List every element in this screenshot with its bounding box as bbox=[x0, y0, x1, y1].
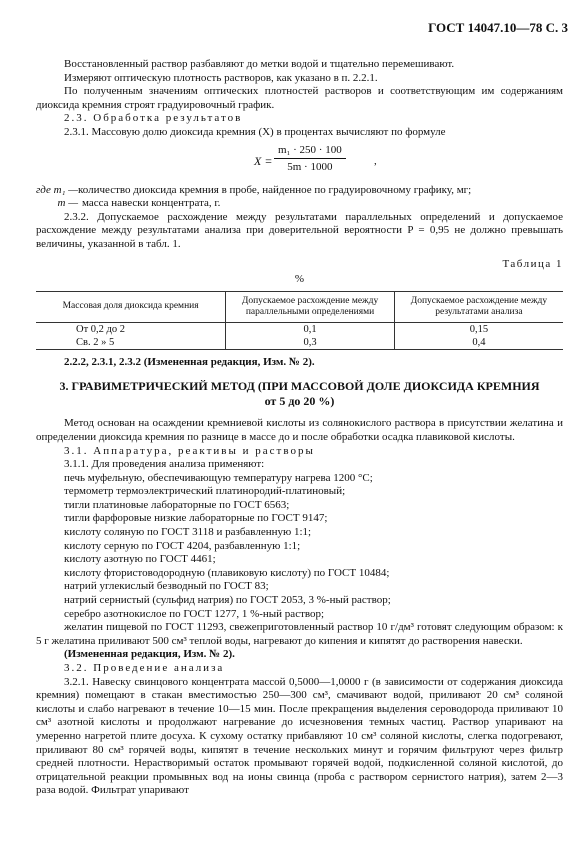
section-3-subtitle: от 5 до 20 %) bbox=[264, 394, 335, 409]
list-item: термометр термоэлектрический платинородий-платиновый; bbox=[64, 485, 346, 498]
formula-denominator: 5m · 1000 bbox=[287, 161, 333, 174]
clause-3-2-1: 3.2.1. Навеску свинцового концентрата массой 0,5000—1,0000 г (в зависимости от содержания диоксида кремния) помещают в стакан вместимостью 250—300 см³, смачивают водой, приливают 20 см³ соляной кислоты и слабо нагревают в течение 10—15 мин. После прекращения выделения сероводорода приливают 10 см³ азотной кислоты и продолжают нагревание до исчезновения темных частиц. Раствор упаривают на умеренно нагретой плите досуха. К сухому остатку прибавляют 10 см³ соляной кислоты, слегка подогревают, приливают 80 см³ горячей воды, кипятят в течение нескольких минут и горячим фильтруют через фильтр средней плотности. Нерастворимый остаток промывают горячей водой, подкисленной соляной кислотой, до отрицательной реакции промывных вод на ионы свинца (проба с раствором сернистого натрия), затем 2—3 раза водой. Фильтрат упаривают bbox=[36, 675, 563, 797]
list-item: печь муфельную, обеспечивающую температуру нагрева 1200 °С; bbox=[64, 471, 373, 484]
table-1 bbox=[36, 291, 563, 350]
table-cell: 0,15 bbox=[394, 322, 563, 336]
list-item: натрий сернистый (сульфид натрия) по ГОСТ 2053, 3 %-ный раствор; bbox=[64, 594, 391, 607]
table-row bbox=[36, 322, 563, 336]
paragraph: Измеряют оптическую плотность растворов, как указано в п. 2.2.1. bbox=[64, 71, 378, 84]
section-3-heading bbox=[36, 379, 563, 409]
section-3-title: 3. ГРАВИМЕТРИЧЕСКИЙ МЕТОД (ПРИ МАССОВОЙ ДОЛЕ ДИОКСИДА КРЕМНИЯ bbox=[59, 379, 540, 394]
method-paragraph: Метод основан на осаждении кремниевой кислоты из солянокислого раствора в присутствии желатина и определении диоксида кремния по разнице в массе до и после обработки осадка плавиковой кислоты. bbox=[36, 417, 563, 443]
table-header-cell: Допускаемое расхождение между результатами анализа bbox=[394, 291, 563, 322]
table-cell: 0,3 bbox=[226, 336, 395, 350]
formula-lhs: X = bbox=[254, 153, 273, 168]
table-cell: 0,4 bbox=[394, 336, 563, 350]
clause-3-1-1: 3.1.1. Для проведения анализа применяют: bbox=[64, 458, 265, 471]
definition-symbol: m — bbox=[57, 197, 78, 210]
table-cell: Св. 2 » 5 bbox=[36, 336, 226, 350]
section-heading-3-1: 3.1. Аппаратура, реактивы и растворы bbox=[64, 444, 315, 457]
list-item: тигли платиновые лабораторные по ГОСТ 6563; bbox=[64, 498, 290, 511]
definition-row bbox=[36, 184, 563, 198]
clause-2-3-2: 2.3.2. Допускаемое расхождение между результатами параллельных определений и допускаемое расхождение между результатами анализа при доверительной вероятности P = 0,95 не должно превышать величины, указанной в табл. 1. bbox=[36, 210, 563, 250]
clause-2-3-1: 2.3.1. Массовую долю диоксида кремния (X) в процентах вычисляют по формуле bbox=[64, 125, 446, 138]
definition-symbol: где m₁ — bbox=[36, 183, 78, 196]
paragraph: Восстановленный раствор разбавляют до метки водой и тщательно перемешивают. bbox=[64, 58, 455, 70]
definition-text: масса навески концентрата, г. bbox=[82, 197, 221, 210]
edit-note: (Измененная редакция, Изм. № 2). bbox=[64, 648, 235, 661]
list-item: натрий углекислый безводный по ГОСТ 83; bbox=[64, 580, 269, 593]
list-item: кислоту азотную по ГОСТ 4461; bbox=[64, 553, 216, 566]
list-item: серебро азотнокислое по ГОСТ 1277, 1 %-ный раствор; bbox=[64, 607, 325, 620]
table-cell: 0,1 bbox=[226, 322, 395, 336]
table-row bbox=[36, 336, 563, 350]
list-item: кислоту фтористоводородную (плавиковую кислоту) по ГОСТ 10484; bbox=[64, 566, 390, 579]
definition-row bbox=[36, 197, 563, 211]
section-heading-2-3: 2.3. Обработка результатов bbox=[64, 112, 243, 125]
list-item: кислоту соляную по ГОСТ 3118 и разбавленную 1:1; bbox=[64, 526, 312, 539]
formula-fraction bbox=[274, 144, 346, 175]
page-header: ГОСТ 14047.10—78 С. 3 bbox=[428, 20, 568, 35]
table-unit: % bbox=[294, 273, 305, 286]
paragraph: По полученным значениям оптических плотностей растворов и соответствующим им содержаниям диоксида кремния строят градуировочный график. bbox=[36, 85, 563, 111]
list-item: кислоту серную по ГОСТ 4204, разбавленную 1:1; bbox=[64, 539, 301, 552]
edit-note: 2.2.2, 2.3.1, 2.3.2 (Измененная редакция, Изм. № 2). bbox=[64, 355, 315, 368]
table-header-cell: Допускаемое расхождение между параллельными определениями bbox=[226, 291, 395, 322]
table-header-row bbox=[36, 291, 563, 322]
gelatin-paragraph: желатин пищевой по ГОСТ 11293, свежеприготовленный раствор 10 г/дм³ готовят следующим образом: к 5 г желатина приливают 500 см³ теплой воды, нагревают до кипения и кипятят до растворения навески. bbox=[36, 621, 563, 647]
table-caption: Таблица 1 bbox=[502, 257, 563, 270]
section-heading-3-2: 3.2. Проведение анализа bbox=[64, 662, 225, 674]
table-header-cell: Массовая доля диоксида кремния bbox=[36, 291, 226, 322]
formula-comma: , bbox=[374, 154, 377, 167]
page-content bbox=[36, 58, 563, 798]
list-item: тигли фарфоровые низкие лабораторные по ГОСТ 9147; bbox=[64, 512, 328, 525]
definitions bbox=[36, 184, 563, 211]
formula bbox=[36, 144, 563, 180]
formula-numerator: m₁ · 250 · 100 bbox=[274, 144, 346, 160]
table-cell: От 0,2 до 2 bbox=[76, 323, 126, 335]
definition-text: количество диоксида кремния в пробе, найденное по градуировочному графику, мг; bbox=[78, 183, 472, 196]
equipment-list bbox=[36, 472, 563, 622]
